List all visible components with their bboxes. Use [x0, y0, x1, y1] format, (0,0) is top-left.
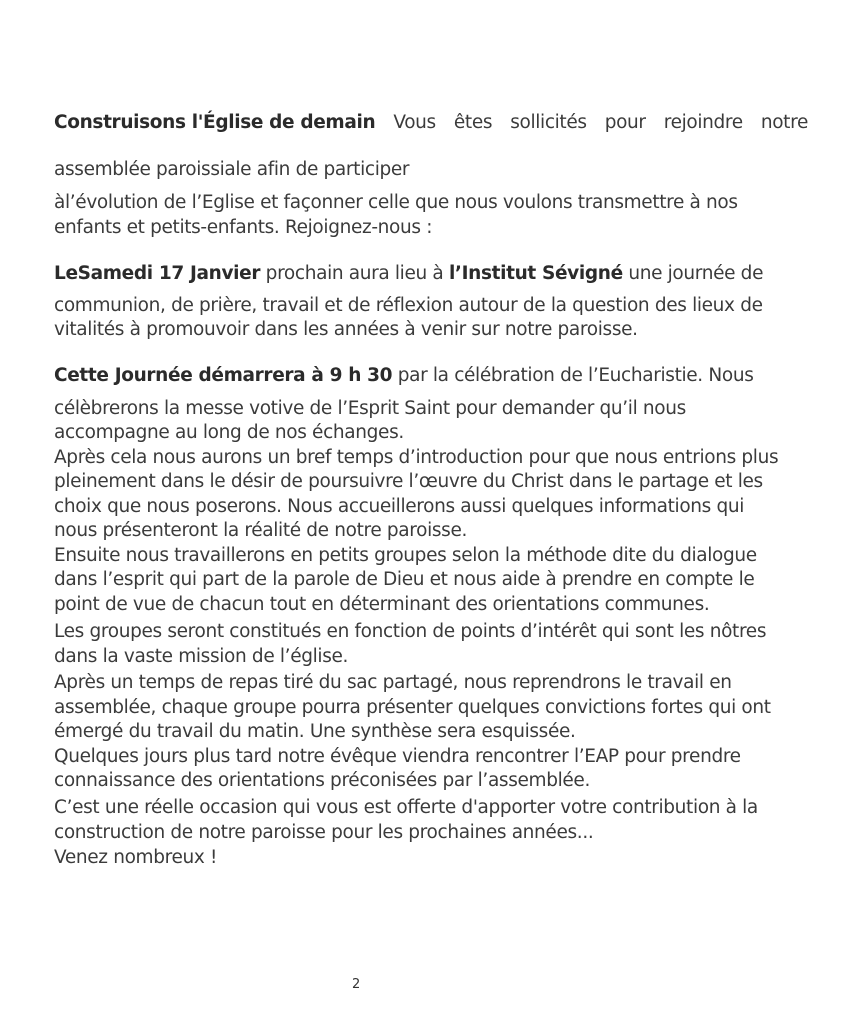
paragraph3-line: Après cela nous aurons un bref temps d’introduction pour que nous entrions plus: [54, 447, 779, 468]
paragraph3-line: pleinement dans le désir de poursuivre l’œuvre du Christ dans le partage et les: [54, 471, 763, 492]
paragraph1-line4: enfants et petits-enfants. Rejoignez-nous :: [54, 217, 433, 238]
paragraph3-line: connaissance des orientations préconisées par l’assemblée.: [54, 770, 590, 791]
paragraph3-line1: [54, 364, 754, 388]
event-location: l’Institut Sévigné: [448, 263, 623, 284]
word: Vous: [393, 112, 436, 133]
paragraph3-line: nous présenteront la réalité de notre paroisse.: [54, 520, 468, 541]
paragraph3-line: assemblée, chaque groupe pourra présenter quelques convictions fortes qui ont: [54, 697, 771, 718]
paragraph3-line: Les groupes seront constitués en fonction de points d’intérêt qui sont les nôtres: [54, 621, 767, 642]
text: une journée de: [622, 263, 764, 284]
paragraph3-line: Quelques jours plus tard notre évêque viendra rencontrer l’EAP pour prendre: [54, 746, 741, 767]
word: pour: [604, 112, 646, 133]
paragraph3-line: choix que nous poserons. Nous accueillerons aussi quelques informations qui: [54, 496, 745, 517]
word: êtes: [453, 112, 493, 133]
text: prochain aura lieu à: [260, 263, 449, 284]
paragraph3-line: C’est une réelle occasion qui vous est offerte d'apporter votre contribution à la: [54, 797, 758, 818]
paragraph2-line2: communion, de prière, travail et de réflexion autour de la question des lieux de: [54, 295, 763, 316]
paragraph1-line1: [54, 111, 808, 135]
paragraph3-line: émergé du travail du matin. Une synthèse sera esquissée.: [54, 721, 576, 742]
start-time: Cette Journée démarrera à 9 h 30: [54, 365, 393, 386]
paragraph1-line3: àl’évolution de l’Eglise et façonner celle que nous voulons transmettre à nos: [54, 192, 738, 213]
paragraph3-line: construction de notre paroisse pour les prochaines années...: [54, 822, 594, 843]
event-date: LeSamedi 17 Janvier: [54, 263, 261, 284]
page-number: 2: [352, 977, 361, 992]
paragraph3-line: dans l’esprit qui part de la parole de Dieu et nous aide à prendre en compte le: [54, 569, 755, 590]
paragraph1-line2: assemblée paroissiale afin de participer: [54, 159, 410, 180]
paragraph2-line3: vitalités à promouvoir dans les années à venir sur notre paroisse.: [54, 319, 638, 340]
text: par la célébration de l’Eucharistie. Nous: [392, 365, 754, 386]
paragraph2-line1: [54, 262, 763, 286]
word: rejoindre: [663, 112, 743, 133]
paragraph3-line: Ensuite nous travaillerons en petits groupes selon la méthode dite du dialogue: [54, 545, 757, 566]
paragraph3-line: célèbrerons la messe votive de l’Esprit Saint pour demander qu’il nous: [54, 398, 686, 419]
word: sollicités: [510, 112, 587, 133]
paragraph3-line: Après un temps de repas tiré du sac partagé, nous reprendrons le travail en: [54, 672, 732, 693]
word: notre: [760, 112, 808, 133]
paragraph3-line: accompagne au long de nos échanges.: [54, 422, 404, 443]
paragraph3-line: point de vue de chacun tout en déterminant des orientations communes.: [54, 594, 710, 615]
paragraph3-line: dans la vaste mission de l’église.: [54, 646, 349, 667]
paragraph3-line: Venez nombreux !: [54, 847, 218, 868]
paragraph1-heading: Construisons l'Église de demain: [54, 112, 376, 133]
